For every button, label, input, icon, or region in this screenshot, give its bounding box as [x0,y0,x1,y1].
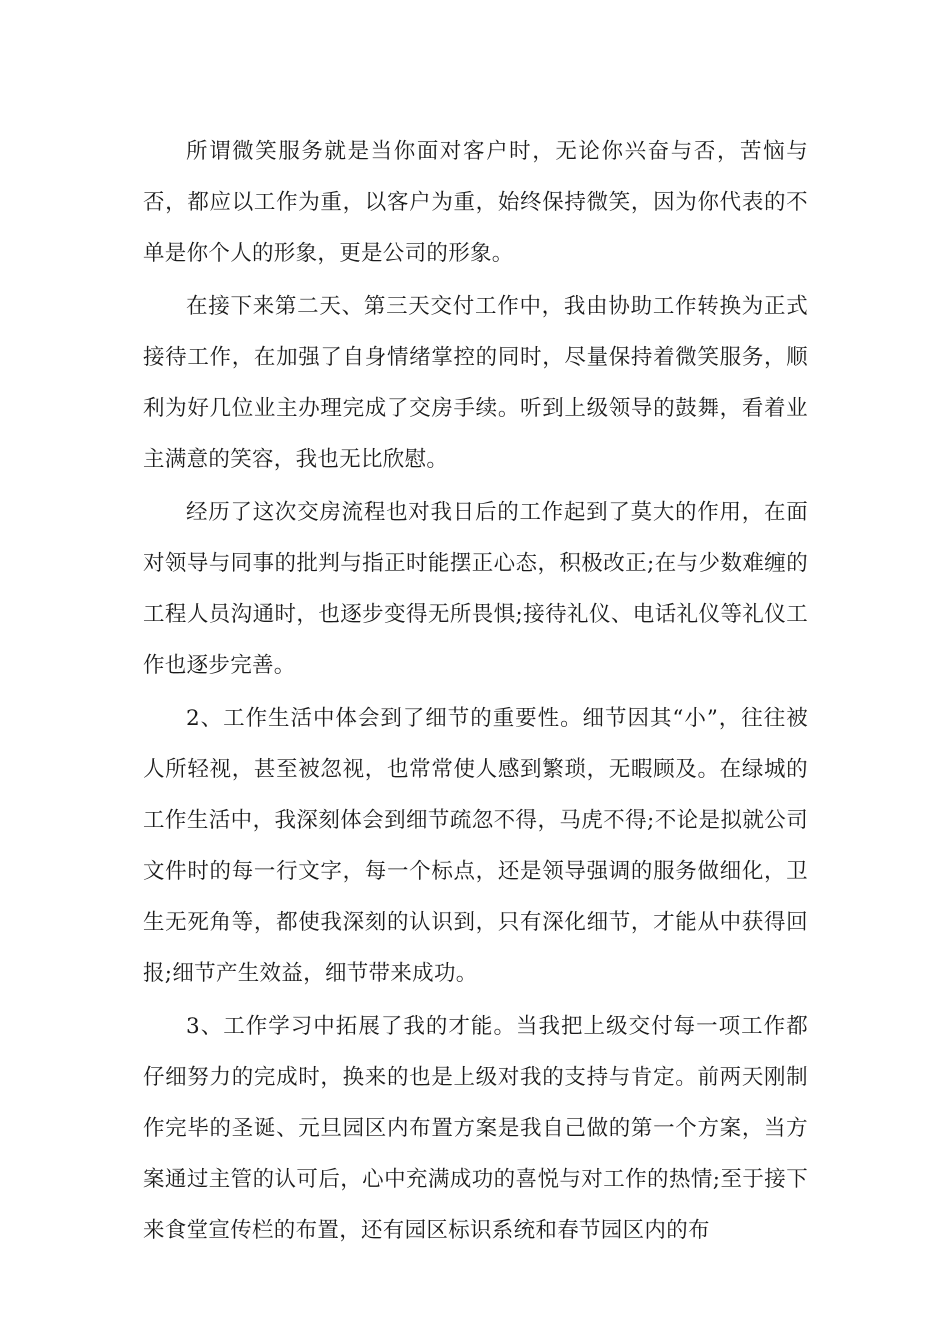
document-body [143,126,808,1256]
paragraph-details-importance: 2、工作生活中体会到了细节的重要性。细节因其“小”，往往被人所轻视，甚至被忽视，也常常使人感到繁琐，无暇顾及。在绿城的工作生活中，我深刻体会到细节疏忽不得，马虎不得;不论是拟就公司文件时的每一行文字，每一个标点，还是领导强调的服务做细化，卫生无死角等，都使我深刻的认识到，只有深化细节，才能从中获得回报;细节产生效益，细节带来成功。 [143,706,808,986]
paragraph-smile-service: 所谓微笑服务就是当你面对客户时，无论你兴奋与否，苦恼与否，都应以工作为重，以客户为重，始终保持微笑，因为你代表的不单是你个人的形象，更是公司的形象。 [143,139,808,266]
paragraph-handover-experience: 经历了这次交房流程也对我日后的工作起到了莫大的作用，在面对领导与同事的批判与指正时能摆正心态，积极改正;在与少数难缠的工程人员沟通时，也逐步变得无所畏惧;接待礼仪、电话礼仪等礼仪工作也逐步完善。 [143,500,808,678]
paragraph-reception-work: 在接下来第二天、第三天交付工作中，我由协助工作转换为正式接待工作，在加强了自身情绪掌控的同时，尽量保持着微笑服务，顺利为好几位业主办理完成了交房手续。听到上级领导的鼓舞，看着业主满意的笑容，我也无比欣慰。 [143,294,808,472]
paragraph-skills-growth: 3、工作学习中拓展了我的才能。当我把上级交付每一项工作都仔细努力的完成时，换来的也是上级对我的支持与肯定。前两天刚制作完毕的圣诞、元旦园区内布置方案是我自己做的第一个方案，当方案通过主管的认可后，心中充满成功的喜悦与对工作的热情;至于接下来食堂宣传栏的布置，还有园区标识系统和春节园区内的布 [143,1014,808,1243]
